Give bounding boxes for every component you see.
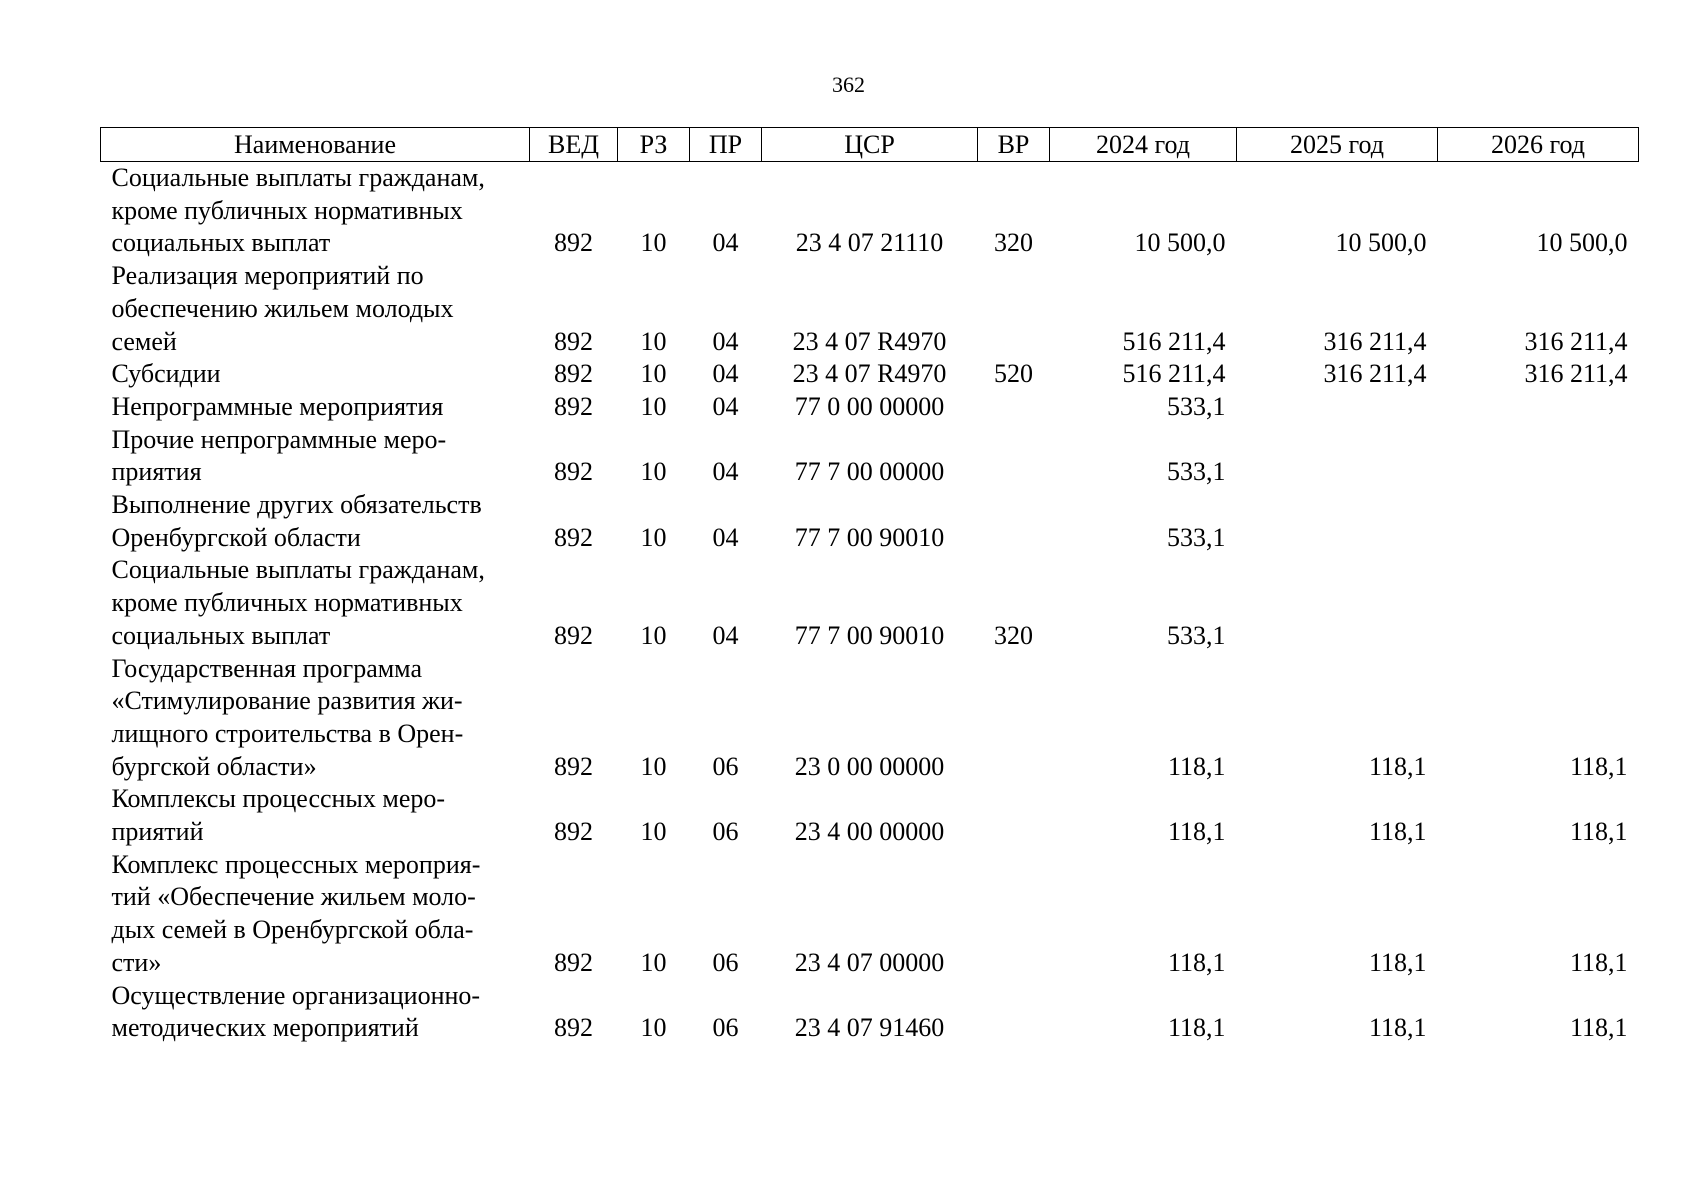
cell-ved: 892	[554, 326, 593, 356]
cell-pr: 04	[712, 391, 739, 421]
cell-2024: 10 500,0	[1134, 228, 1226, 258]
cell-2026: 10 500,0	[1536, 228, 1628, 258]
cell-2024: 118,1	[1167, 947, 1226, 977]
cell-csr: 23 4 07 91460	[794, 1013, 945, 1043]
cell-ved: 892	[554, 228, 593, 258]
cell-rz: 10	[640, 457, 667, 487]
cell-name-line: Прочие непрограммные меро-	[111, 424, 447, 454]
cell-pr: 06	[712, 1013, 739, 1043]
cell-vr	[978, 980, 1050, 1045]
cell-pr: 06	[712, 947, 739, 977]
cell-name-line: дых семей в Оренбургской обла-	[111, 915, 474, 945]
cell-name-line: Комплексы процессных меро-	[111, 784, 446, 814]
cell-csr: 23 4 07 R4970	[792, 326, 947, 356]
cell-csr: 23 4 07 R4970	[792, 359, 947, 389]
cell-vr	[978, 424, 1050, 489]
table-row	[101, 391, 1639, 424]
cell-name-line: тий «Обеспечение жильем моло-	[111, 882, 476, 912]
cell-2026	[1438, 554, 1639, 652]
budget-table	[100, 127, 1639, 1045]
cell-2025: 118,1	[1368, 751, 1427, 781]
header-pr: ПР	[690, 128, 762, 162]
cell-ved: 892	[554, 391, 593, 421]
table-row	[101, 358, 1639, 391]
cell-2025: 118,1	[1368, 817, 1427, 847]
cell-2024: 516 211,4	[1122, 326, 1226, 356]
cell-name	[101, 260, 530, 358]
cell-name-line: бургской области»	[111, 751, 317, 781]
cell-csr: 77 0 00 00000	[794, 391, 945, 421]
cell-rz: 10	[640, 228, 667, 258]
cell-rz: 10	[640, 751, 667, 781]
cell-vr	[978, 783, 1050, 848]
header-2024: 2024 год	[1050, 128, 1237, 162]
cell-2026: 118,1	[1569, 751, 1628, 781]
cell-2026	[1438, 424, 1639, 489]
cell-2026: 118,1	[1569, 817, 1628, 847]
cell-name	[101, 162, 530, 261]
cell-2024: 118,1	[1167, 1013, 1226, 1043]
header-2026: 2026 год	[1438, 128, 1639, 162]
cell-2024: 533,1	[1167, 391, 1226, 421]
cell-name-line: обеспечению жильем молодых	[111, 293, 454, 323]
cell-name	[101, 424, 530, 489]
cell-pr: 04	[712, 522, 739, 552]
cell-name-line: Социальные выплаты гражданам,	[111, 555, 485, 585]
cell-name-line: кроме публичных нормативных	[111, 588, 463, 618]
cell-ved: 892	[554, 457, 593, 487]
cell-2025: 316 211,4	[1323, 359, 1427, 389]
cell-2025	[1237, 489, 1438, 554]
cell-csr: 23 0 00 00000	[794, 751, 945, 781]
cell-csr: 77 7 00 90010	[794, 522, 945, 552]
table-header	[101, 128, 1639, 162]
cell-vr: 320	[994, 228, 1033, 258]
cell-name-line: Осуществление организационно-	[111, 980, 481, 1010]
cell-csr: 23 4 07 21110	[795, 228, 944, 258]
cell-rz: 10	[640, 522, 667, 552]
cell-name-line: Государственная программа	[111, 653, 423, 683]
cell-name-line: Реализация мероприятий по	[111, 261, 424, 291]
cell-vr: 520	[994, 359, 1033, 389]
cell-2026: 118,1	[1569, 1013, 1628, 1043]
cell-2025	[1237, 554, 1438, 652]
cell-name-line: лищного строительства в Орен-	[111, 718, 464, 748]
table-row	[101, 162, 1639, 261]
page-number: 362	[832, 72, 865, 97]
cell-name-line: социальных выплат	[111, 228, 331, 258]
cell-name	[101, 554, 530, 652]
cell-pr: 04	[712, 326, 739, 356]
cell-name-line: Субсидии	[111, 359, 221, 389]
cell-ved: 892	[554, 522, 593, 552]
cell-name-line: Социальные выплаты гражданам,	[111, 163, 485, 192]
cell-vr: 320	[994, 620, 1033, 650]
cell-csr: 23 4 07 00000	[794, 947, 945, 977]
cell-name-line: социальных выплат	[111, 620, 331, 650]
cell-name	[101, 849, 530, 980]
cell-2026: 316 211,4	[1524, 326, 1628, 356]
cell-rz: 10	[640, 817, 667, 847]
cell-name-line: Непрограммные мероприятия	[111, 391, 444, 421]
cell-2025	[1237, 391, 1438, 424]
cell-name-line: кроме публичных нормативных	[111, 195, 463, 225]
header-ved: ВЕД	[530, 128, 618, 162]
cell-csr: 77 7 00 00000	[794, 457, 945, 487]
cell-2024: 533,1	[1167, 522, 1226, 552]
cell-2025: 118,1	[1368, 1013, 1427, 1043]
cell-pr: 04	[712, 620, 739, 650]
cell-2024: 516 211,4	[1122, 359, 1226, 389]
table-row	[101, 424, 1639, 489]
table-row	[101, 783, 1639, 848]
cell-2025: 316 211,4	[1323, 326, 1427, 356]
cell-ved: 892	[554, 620, 593, 650]
header-csr: ЦСР	[762, 128, 978, 162]
cell-vr	[978, 489, 1050, 554]
cell-rz: 10	[640, 620, 667, 650]
cell-rz: 10	[640, 1013, 667, 1043]
cell-2025	[1237, 424, 1438, 489]
cell-2025: 10 500,0	[1335, 228, 1427, 258]
cell-name-line: сти»	[111, 947, 162, 977]
table-row	[101, 554, 1639, 652]
cell-2024: 533,1	[1167, 457, 1226, 487]
cell-vr	[978, 260, 1050, 358]
header-vr: ВР	[978, 128, 1050, 162]
cell-rz: 10	[640, 326, 667, 356]
cell-rz: 10	[640, 359, 667, 389]
cell-ved: 892	[554, 817, 593, 847]
cell-pr: 04	[712, 359, 739, 389]
table-row	[101, 653, 1639, 784]
cell-rz: 10	[640, 391, 667, 421]
cell-pr: 06	[712, 817, 739, 847]
cell-vr	[978, 653, 1050, 784]
cell-2026: 316 211,4	[1524, 359, 1628, 389]
cell-2024: 533,1	[1167, 620, 1226, 650]
cell-name-line: семей	[111, 326, 177, 356]
table-row	[101, 260, 1639, 358]
cell-2024: 118,1	[1167, 817, 1226, 847]
cell-vr	[978, 849, 1050, 980]
cell-name	[101, 391, 530, 424]
cell-name-line: приятия	[111, 457, 202, 487]
cell-name-line: Комплекс процессных мероприя-	[111, 849, 481, 879]
cell-pr: 06	[712, 751, 739, 781]
cell-ved: 892	[554, 751, 593, 781]
cell-vr	[978, 391, 1050, 424]
cell-ved: 892	[554, 1013, 593, 1043]
cell-csr: 23 4 00 00000	[794, 817, 945, 847]
cell-name-line: Оренбургской области	[111, 522, 361, 552]
cell-csr: 77 7 00 90010	[794, 620, 945, 650]
table-row	[101, 489, 1639, 554]
cell-name	[101, 783, 530, 848]
cell-2026: 118,1	[1569, 947, 1628, 977]
cell-name-line: «Стимулирование развития жи-	[111, 686, 463, 716]
cell-name-line: Выполнение других обязательств	[111, 490, 482, 520]
cell-name-line: методических мероприятий	[111, 1013, 419, 1043]
cell-name	[101, 653, 530, 784]
table-body	[101, 162, 1639, 1045]
cell-2026	[1438, 489, 1639, 554]
cell-2024: 118,1	[1167, 751, 1226, 781]
cell-ved: 892	[554, 947, 593, 977]
cell-2026	[1438, 391, 1639, 424]
table-row	[101, 980, 1639, 1045]
cell-rz: 10	[640, 947, 667, 977]
header-name: Наименование	[101, 128, 530, 162]
header-2025: 2025 год	[1237, 128, 1438, 162]
cell-pr: 04	[712, 228, 739, 258]
cell-ved: 892	[554, 359, 593, 389]
cell-name	[101, 980, 530, 1045]
cell-name-line: приятий	[111, 817, 204, 847]
table-row	[101, 849, 1639, 980]
cell-name	[101, 489, 530, 554]
cell-name	[101, 358, 530, 391]
cell-2025: 118,1	[1368, 947, 1427, 977]
cell-pr: 04	[712, 457, 739, 487]
header-rz: РЗ	[618, 128, 690, 162]
